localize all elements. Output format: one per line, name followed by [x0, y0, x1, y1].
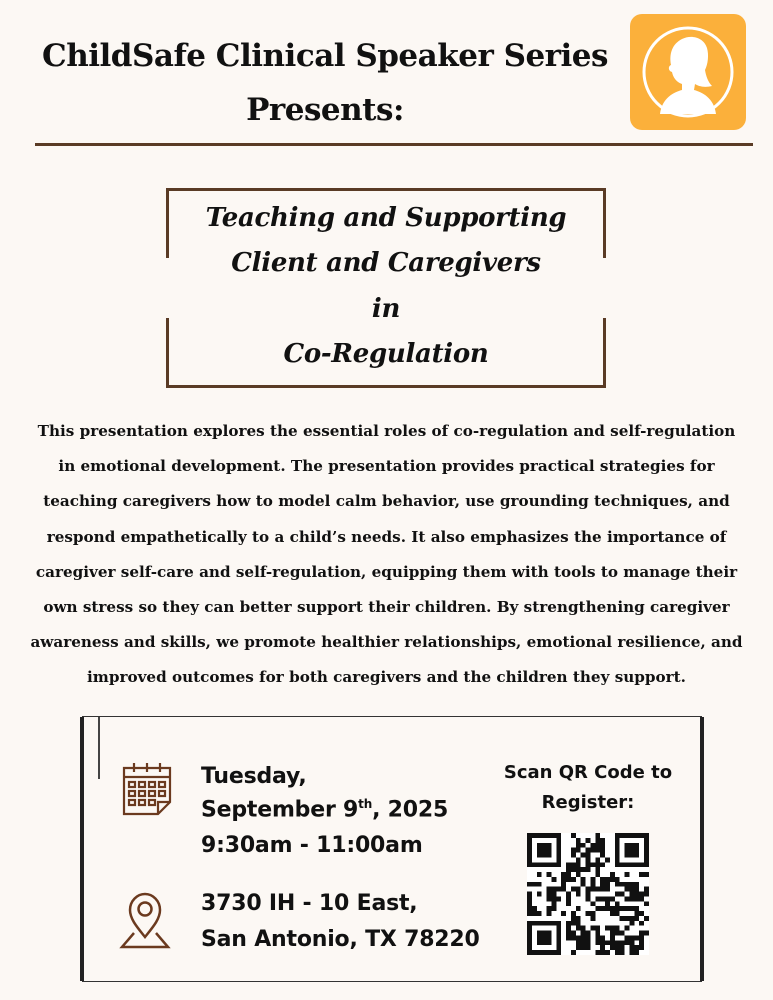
header-divider	[35, 143, 753, 146]
presentation-description: This presentation explores the essential roles of co-regulation and self-regulation in emotional development. The presentation provides practical strategies for teaching caregivers how to model calm behavior, use grounding techniques, and respond empathetically to a child’s needs. It also emphasizes the importance of caregiver self-care and self-regulation, equipping them with tools to manage their own stress so they can better support their children. By strengthening caregiver awareness and skills, we promote healthier relationships, emotional resilience, and improved outcomes for both caregivers and the children they support.	[30, 422, 743, 687]
register-label-line1: Scan QR Code to	[503, 762, 673, 783]
event-date	[201, 797, 448, 822]
woman-silhouette-icon	[630, 14, 746, 130]
talk-title-line: Client and Caregivers	[231, 248, 541, 278]
talk-title-line: in	[371, 294, 401, 324]
register-label-line2: Register:	[541, 792, 635, 813]
event-date-suffix: th	[358, 797, 373, 811]
event-date-main: September 9	[201, 797, 359, 823]
childsafe-logo	[630, 14, 746, 130]
event-address-line1: 3730 IH - 10 East,	[201, 891, 418, 916]
event-date-year: , 2025	[372, 797, 449, 823]
event-address-line2: San Antonio, TX 78220	[201, 927, 480, 952]
talk-title-line: Teaching and Supporting	[205, 203, 567, 233]
talk-title-line: Co-Regulation	[283, 339, 489, 369]
location-pin-icon	[117, 889, 173, 955]
header-title-line1: ChildSafe Clinical Speaker Series	[42, 38, 608, 74]
registration-qr-code[interactable]	[527, 833, 649, 955]
event-day: Tuesday,	[201, 764, 307, 789]
calendar-icon	[120, 760, 174, 816]
event-time: 9:30am - 11:00am	[201, 833, 423, 858]
header-title-line2: Presents:	[246, 92, 404, 128]
